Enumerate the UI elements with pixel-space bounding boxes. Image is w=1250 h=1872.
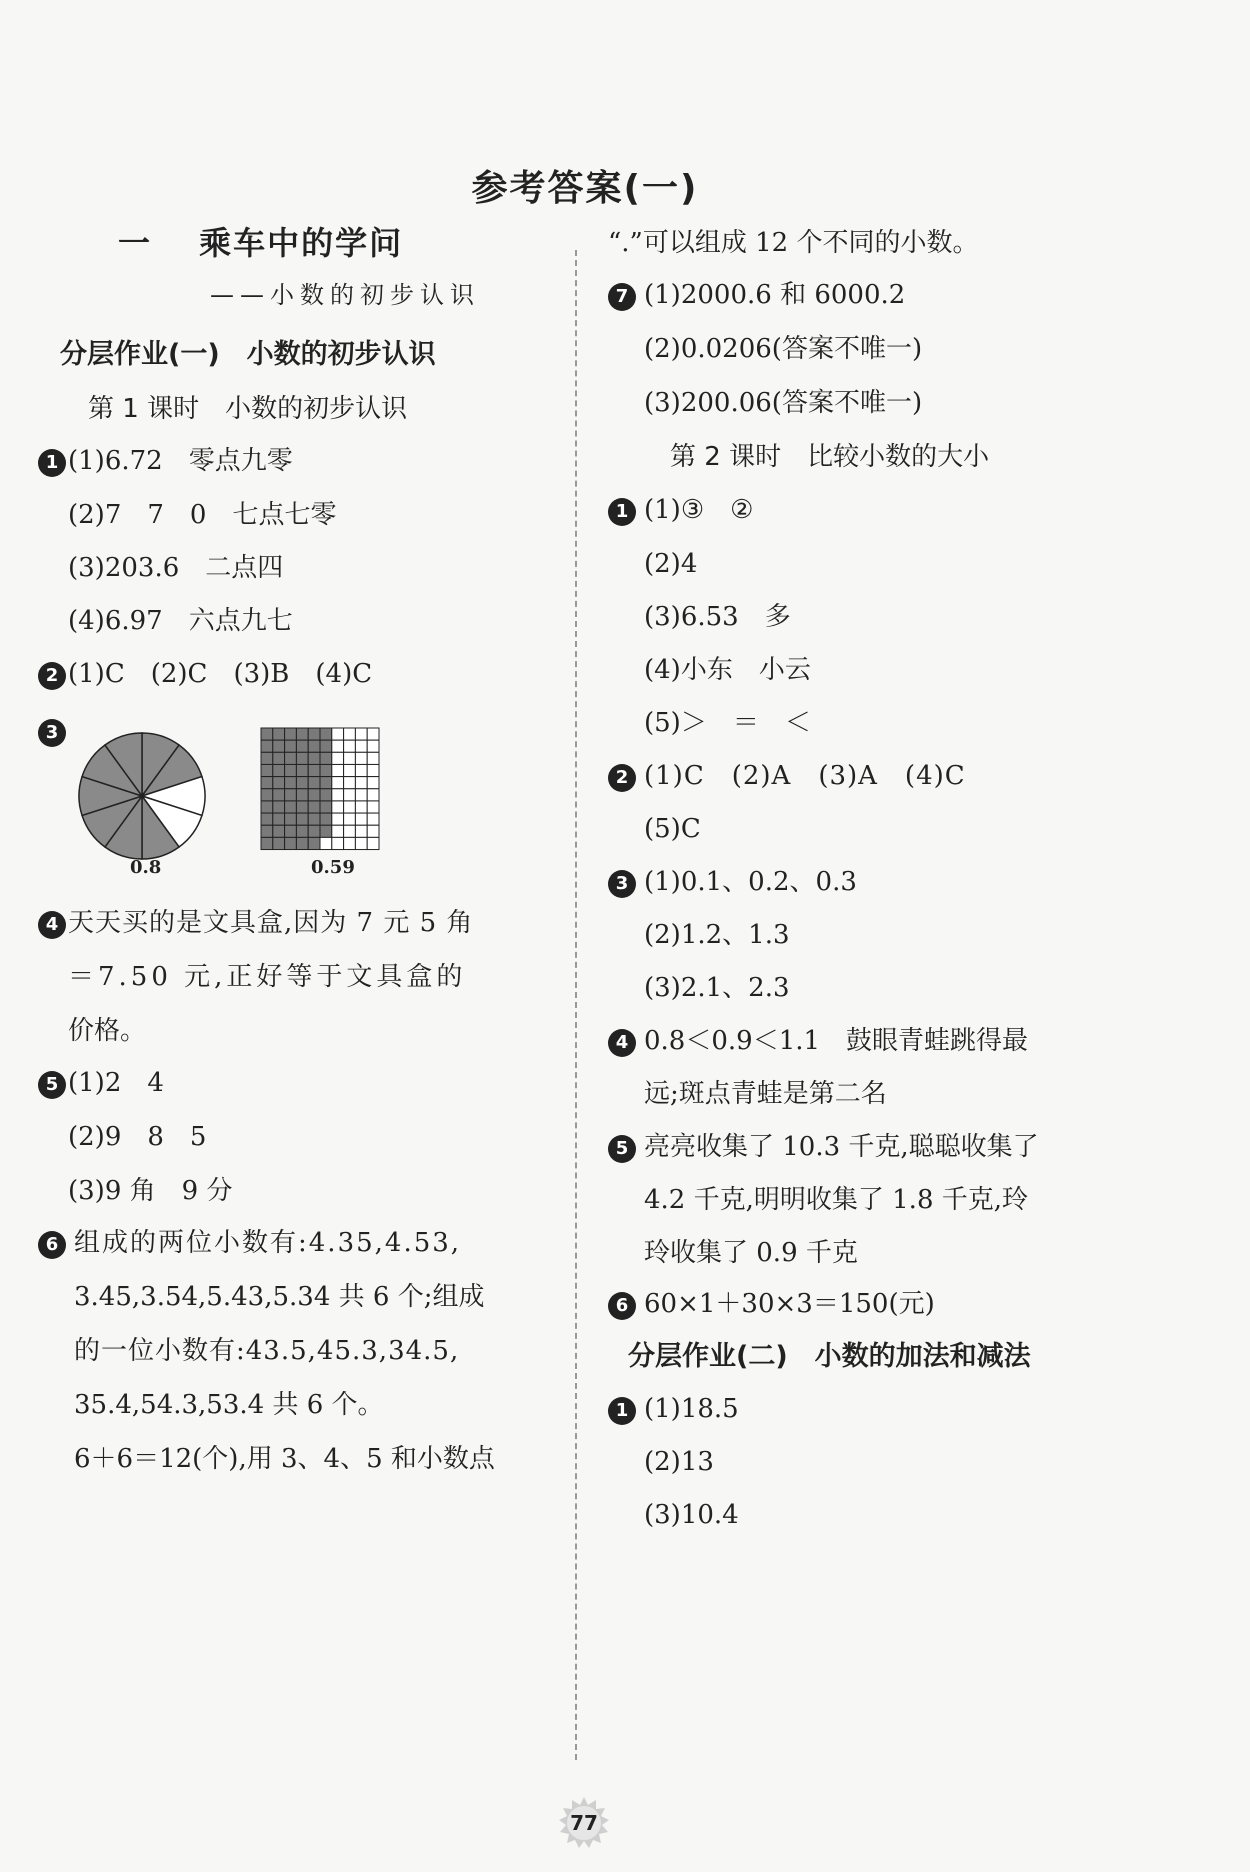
grid-cell xyxy=(367,740,379,752)
grid-cell xyxy=(285,801,297,813)
grid-cell xyxy=(296,728,308,740)
question-number-badge: 1 xyxy=(608,1397,636,1425)
grid-cell xyxy=(296,777,308,789)
column-divider xyxy=(575,250,577,1760)
question-number-badge: 5 xyxy=(608,1135,636,1163)
grid-cell xyxy=(296,801,308,813)
grid-cell xyxy=(285,752,297,764)
grid-cell xyxy=(285,764,297,776)
grid-cell xyxy=(344,752,356,764)
answer-line: (2)1.2、1.3 xyxy=(644,920,790,950)
answer-line: 4.2 千克,明明收集了 1.8 千克,玲 xyxy=(644,1185,1029,1215)
grid-cell xyxy=(320,825,332,837)
answer-line: (2)0.0206(答案不唯一) xyxy=(644,334,923,364)
grid-cell xyxy=(344,813,356,825)
grid-cell xyxy=(261,740,273,752)
grid-cell xyxy=(320,740,332,752)
grid-cell xyxy=(367,789,379,801)
answer-line: 6＋6＝12(个),用 3、4、5 和小数点 xyxy=(74,1444,495,1474)
answer-line: (3)200.06(答案不唯一) xyxy=(644,388,923,418)
grid-cell xyxy=(332,789,344,801)
grid-cell xyxy=(367,813,379,825)
grid-cell xyxy=(332,752,344,764)
pie-figure xyxy=(76,730,208,862)
grid-cell xyxy=(261,813,273,825)
answer-line: (1)6.72 零点九零 xyxy=(68,446,293,476)
question-number-badge: 1 xyxy=(38,449,66,477)
answer-line: (1)C (2)A (3)A (4)C xyxy=(644,761,966,791)
answer-line: (5)C xyxy=(644,814,701,844)
lesson-title: 第 2 课时 比较小数的大小 xyxy=(670,442,990,472)
answer-line: 玲收集了 0.9 千克 xyxy=(644,1238,858,1268)
grid-cell xyxy=(355,837,367,849)
grid-cell xyxy=(308,837,320,849)
grid-cell xyxy=(296,752,308,764)
grid-cell xyxy=(367,752,379,764)
answer-line: (3)203.6 二点四 xyxy=(68,553,284,583)
grid-cell xyxy=(355,740,367,752)
grid-cell xyxy=(332,837,344,849)
grid-cell xyxy=(308,825,320,837)
grid-cell xyxy=(261,752,273,764)
question-number-badge: 2 xyxy=(608,764,636,792)
grid-cell xyxy=(285,740,297,752)
grid-cell xyxy=(296,837,308,849)
answer-line: 远;斑点青蛙是第二名 xyxy=(644,1079,887,1109)
grid-cell xyxy=(261,764,273,776)
question-number-badge: 4 xyxy=(38,911,66,939)
grid-cell xyxy=(344,801,356,813)
grid-cell xyxy=(355,813,367,825)
grid-cell xyxy=(308,777,320,789)
question-number-badge: 1 xyxy=(608,498,636,526)
grid-cell xyxy=(344,789,356,801)
grid-cell xyxy=(296,740,308,752)
answer-line: 亮亮收集了 10.3 千克,聪聪收集了 xyxy=(644,1132,1039,1162)
answer-line: (5)＞ ＝ ＜ xyxy=(644,708,811,738)
grid-label: 0.59 xyxy=(311,857,355,878)
grid-cell xyxy=(320,777,332,789)
answer-line: (1)2 4 xyxy=(68,1068,164,1098)
question-number-badge: 5 xyxy=(38,1071,66,1099)
answer-line: (1)2000.6 和 6000.2 xyxy=(644,280,906,310)
grid-cell xyxy=(261,801,273,813)
answer-line: (2)13 xyxy=(644,1447,714,1477)
grid-cell xyxy=(320,837,332,849)
question-number-badge: 6 xyxy=(608,1292,636,1320)
answer-line: 天天买的是文具盒,因为 7 元 5 角 xyxy=(68,908,474,938)
answer-line: “.”可以组成 12 个不同的小数。 xyxy=(608,228,979,258)
answer-line: (2)7 7 0 七点七零 xyxy=(68,500,337,530)
grid-cell xyxy=(285,825,297,837)
grid-cell xyxy=(296,813,308,825)
section-title: 分层作业(二) 小数的加法和减法 xyxy=(628,1341,1031,1372)
grid-cell xyxy=(332,813,344,825)
grid-cell xyxy=(320,728,332,740)
page-title: 参考答案(一) xyxy=(471,168,699,209)
grid-cell xyxy=(355,764,367,776)
answer-line: 35.4,54.3,53.4 共 6 个。 xyxy=(74,1390,384,1420)
grid-cell xyxy=(308,764,320,776)
answer-line: 的一位小数有:43.5,45.3,34.5, xyxy=(74,1336,460,1366)
grid-cell xyxy=(285,813,297,825)
grid-cell xyxy=(285,789,297,801)
answer-line: (1)③ ② xyxy=(644,495,754,525)
grid-cell xyxy=(273,813,285,825)
page-number-badge xyxy=(556,1795,612,1851)
grid-cell xyxy=(320,813,332,825)
grid-cell xyxy=(273,752,285,764)
answer-line: (2)4 xyxy=(644,549,698,579)
grid-cell xyxy=(355,825,367,837)
grid-cell xyxy=(308,752,320,764)
question-number-badge: 2 xyxy=(38,662,66,690)
grid-cell xyxy=(261,837,273,849)
grid-cell xyxy=(320,764,332,776)
grid-cell xyxy=(273,825,285,837)
question-number-badge: 3 xyxy=(608,870,636,898)
grid-cell xyxy=(296,789,308,801)
grid-cell xyxy=(296,825,308,837)
grid-cell xyxy=(355,801,367,813)
grid-cell xyxy=(332,801,344,813)
answer-line: (1)0.1、0.2、0.3 xyxy=(644,867,857,897)
grid-cell xyxy=(285,777,297,789)
section-title: 分层作业(一) 小数的初步认识 xyxy=(60,339,436,370)
answer-line: (4)小东 小云 xyxy=(644,655,811,685)
grid-cell xyxy=(332,764,344,776)
answer-line: (3)6.53 多 xyxy=(644,602,791,632)
question-number-badge: 3 xyxy=(38,719,66,747)
grid-cell xyxy=(332,728,344,740)
grid-cell xyxy=(273,728,285,740)
grid-cell xyxy=(344,777,356,789)
grid-cell xyxy=(320,801,332,813)
answer-line: (3)9 角 9 分 xyxy=(68,1176,233,1206)
grid-cell xyxy=(332,777,344,789)
page-number: 77 xyxy=(570,1811,598,1835)
grid-cell xyxy=(261,825,273,837)
grid-cell xyxy=(261,777,273,789)
answer-line: 3.45,3.54,5.43,5.34 共 6 个;组成 xyxy=(74,1282,485,1312)
grid-cell xyxy=(367,728,379,740)
grid-cell xyxy=(344,837,356,849)
answer-line: ＝7.50 元,正好等于文具盒的 xyxy=(68,962,467,992)
answer-line: (1)C (2)C (3)B (4)C xyxy=(68,659,373,689)
answer-line: 价格。 xyxy=(68,1016,147,1046)
grid-cell xyxy=(273,764,285,776)
grid-cell xyxy=(320,752,332,764)
grid-cell xyxy=(367,825,379,837)
grid-cell xyxy=(308,789,320,801)
grid-cell xyxy=(367,777,379,789)
hundred-grid-figure xyxy=(260,727,380,851)
grid-cell xyxy=(355,752,367,764)
unit-title: 一 乘车中的学问 xyxy=(118,224,404,262)
question-number-badge: 4 xyxy=(608,1029,636,1057)
grid-cell xyxy=(285,728,297,740)
grid-cell xyxy=(367,837,379,849)
answer-line: (1)18.5 xyxy=(644,1394,739,1424)
grid-cell xyxy=(273,801,285,813)
answer-line: 组成的两位小数有:4.35,4.53, xyxy=(74,1228,462,1258)
grid-cell xyxy=(344,764,356,776)
grid-cell xyxy=(273,837,285,849)
question-number-badge: 6 xyxy=(38,1231,66,1259)
grid-cell xyxy=(344,728,356,740)
grid-cell xyxy=(308,740,320,752)
grid-cell xyxy=(320,789,332,801)
grid-cell xyxy=(332,740,344,752)
grid-cell xyxy=(308,813,320,825)
answer-line: (3)2.1、2.3 xyxy=(644,973,790,1003)
grid-cell xyxy=(261,789,273,801)
answer-line: 0.8＜0.9＜1.1 鼓眼青蛙跳得最 xyxy=(644,1026,1029,1056)
grid-cell xyxy=(355,728,367,740)
grid-cell xyxy=(285,837,297,849)
pie-label: 0.8 xyxy=(130,857,162,878)
grid-cell xyxy=(273,740,285,752)
grid-cell xyxy=(273,777,285,789)
question-number-badge: 7 xyxy=(608,283,636,311)
grid-cell xyxy=(367,764,379,776)
grid-cell xyxy=(332,825,344,837)
grid-cell xyxy=(355,789,367,801)
grid-cell xyxy=(344,740,356,752)
grid-cell xyxy=(296,764,308,776)
grid-cell xyxy=(261,728,273,740)
grid-cell xyxy=(308,728,320,740)
answer-line: (2)9 8 5 xyxy=(68,1122,207,1152)
grid-cell xyxy=(355,777,367,789)
grid-cell xyxy=(344,825,356,837)
answer-line: (4)6.97 六点九七 xyxy=(68,606,293,636)
answer-line: (3)10.4 xyxy=(644,1500,739,1530)
answer-line: 60×1＋30×3＝150(元) xyxy=(644,1289,935,1319)
grid-cell xyxy=(308,801,320,813)
unit-subtitle: ——小数的初步认识 xyxy=(210,281,480,309)
lesson-title: 第 1 课时 小数的初步认识 xyxy=(88,394,408,424)
grid-cell xyxy=(273,789,285,801)
grid-cell xyxy=(367,801,379,813)
